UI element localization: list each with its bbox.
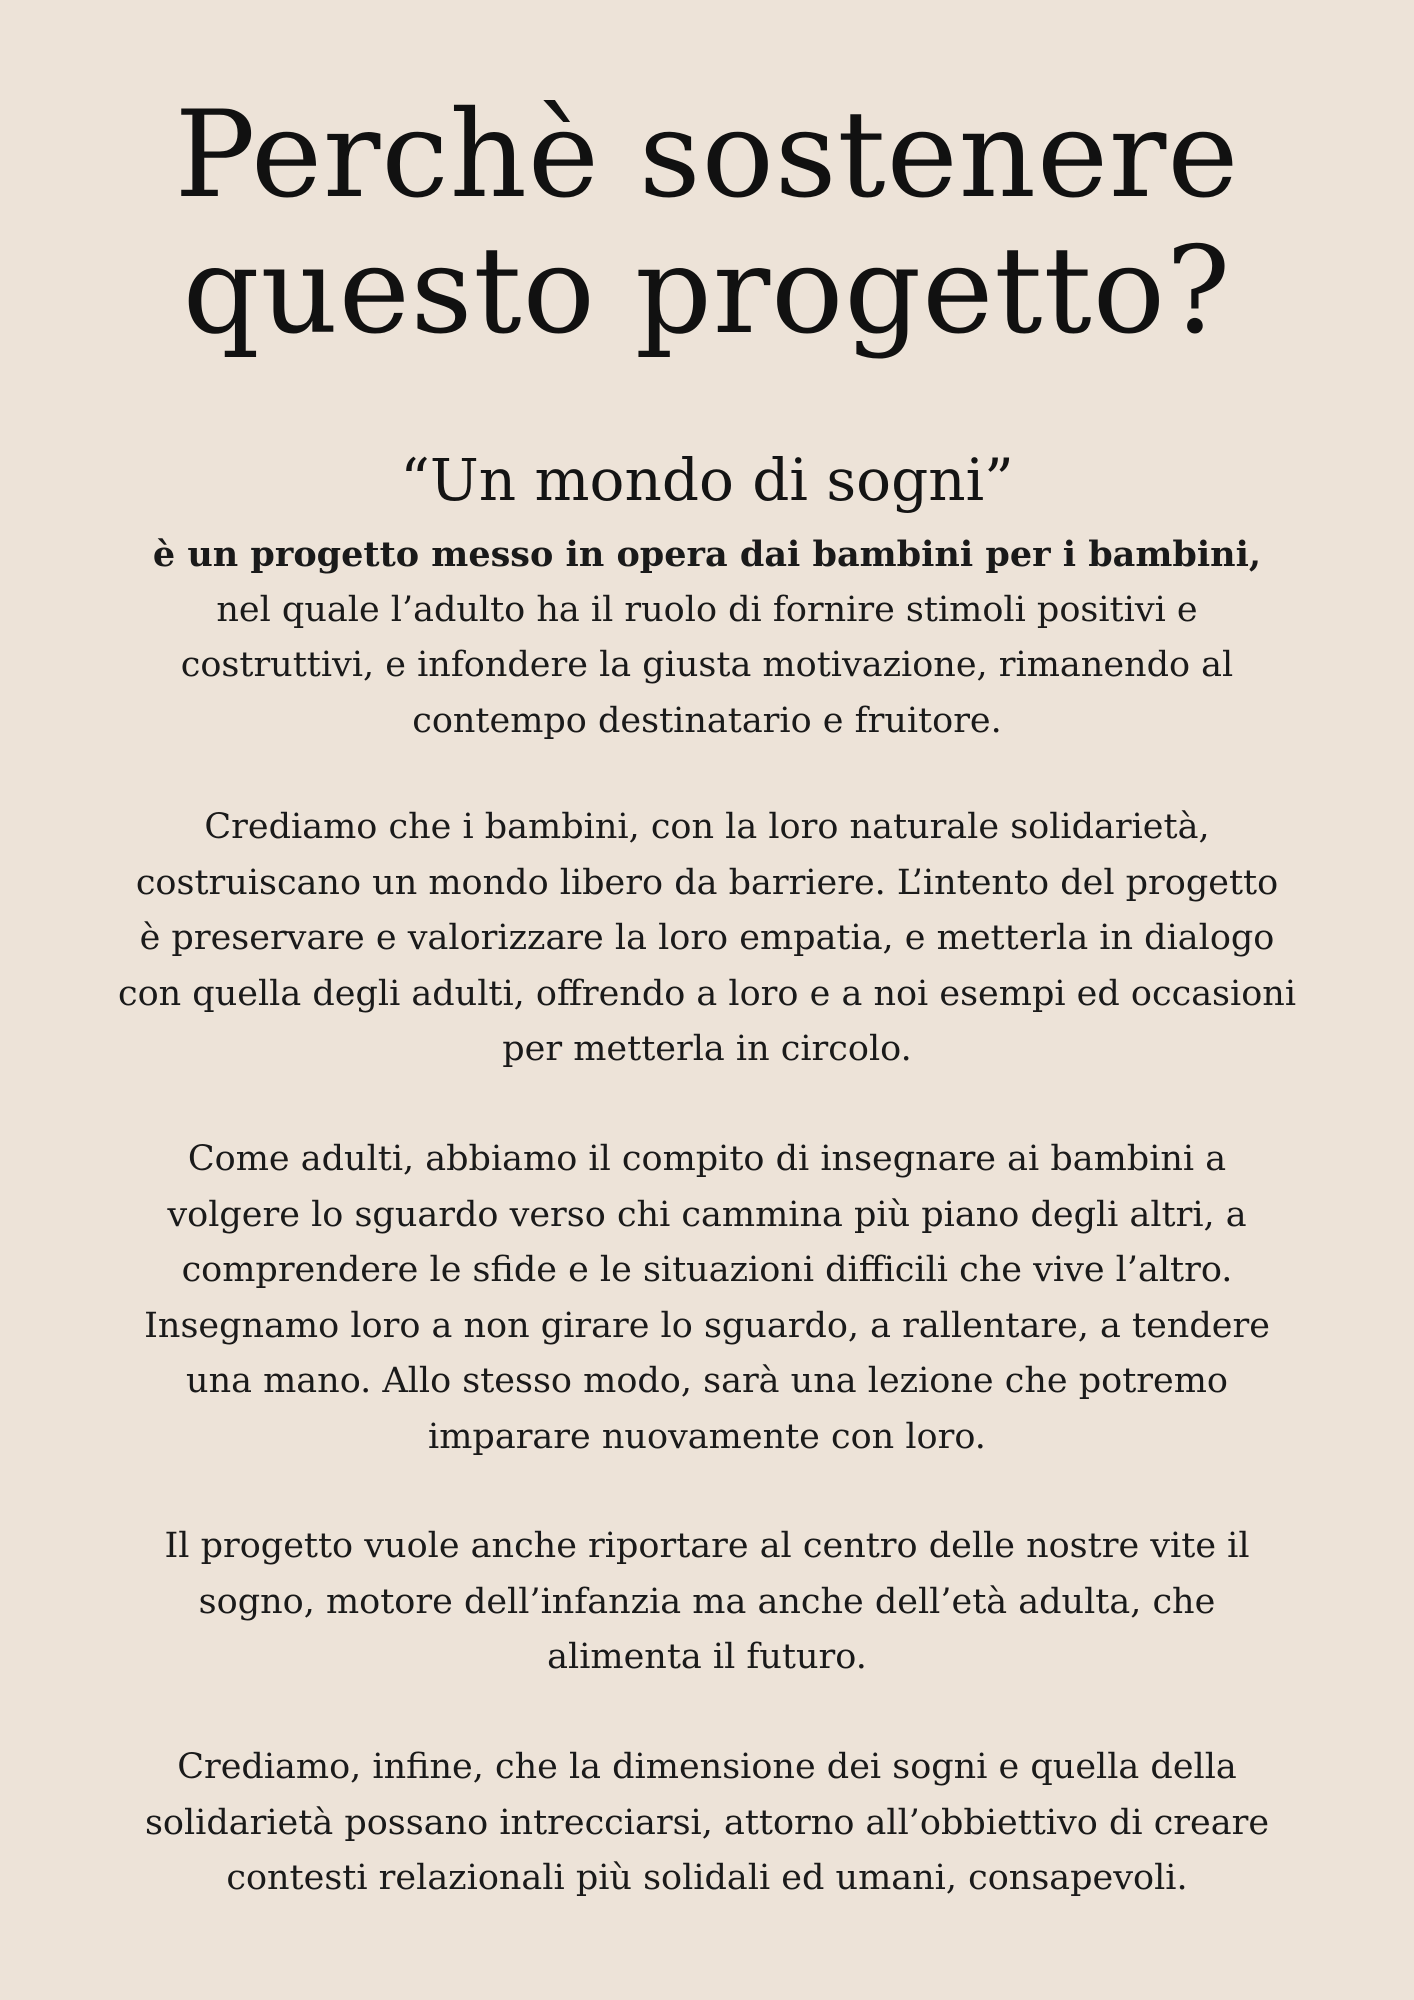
paragraph-line: con quella degli adulti, offrendo a loro e a noi esempi ed occasioni <box>117 973 1297 1014</box>
paragraph-line: alimenta il futuro. <box>547 1637 867 1677</box>
paragraph-line: imparare nuovamente con loro. <box>428 1416 986 1457</box>
intro-line: costruttivi, e infondere la giusta motivazione, rimanendo al <box>180 645 1234 685</box>
paragraph-solidarity <box>100 800 1314 1078</box>
project-name-subtitle: “Un mondo di sogni” <box>400 446 1014 514</box>
paragraph-line: Il progetto vuole anche riportare al centro delle nostre vite il <box>164 1526 1250 1566</box>
paragraph-line: sogno, motore dell’infanzia ma anche dell’età adulta, che <box>198 1581 1216 1622</box>
paragraph-line: per metterla in circolo. <box>502 1029 912 1069</box>
intro-paragraph <box>100 527 1314 749</box>
paragraph-line: comprendere le sfide e le situazioni difficili che vive l’altro. <box>181 1250 1233 1290</box>
paragraph-conclusion <box>100 1740 1314 1907</box>
paragraph-line: è preservare e valorizzare la loro empatia, e metterla in dialogo <box>139 918 1275 958</box>
page-title-line-2: questo progetto? <box>182 222 1232 361</box>
intro-line: nel quale l’adulto ha il ruolo di fornire stimoli positivi e <box>216 589 1198 630</box>
paragraph-line: Insegnamo loro a non girare lo sguardo, a rallentare, a tendere <box>144 1305 1270 1346</box>
paragraph-dream <box>100 1519 1314 1686</box>
paragraph-line: Come adulti, abbiamo il compito di insegnare ai bambini a <box>187 1139 1227 1179</box>
paragraph-line: volgere lo sguardo verso chi cammina più piano degli altri, a <box>167 1194 1247 1235</box>
paragraph-line: contesti relazionali più solidali ed umani, consapevoli. <box>226 1858 1188 1898</box>
paragraph-line: Crediamo che i bambini, con la loro naturale solidarietà, <box>204 807 1210 847</box>
paragraph-line: costruiscano un mondo libero da barriere. L’intento del progetto <box>135 862 1279 903</box>
paragraph-line: una mano. Allo stesso modo, sarà una lezione che potremo <box>186 1361 1228 1401</box>
paragraph-line: solidarietà possano intrecciarsi, attorno all’obbiettivo di creare <box>144 1802 1270 1843</box>
intro-line: contempo destinatario e fruitore. <box>412 700 1002 741</box>
page-title <box>0 88 1414 360</box>
paragraph-line: Crediamo, infine, che la dimensione dei sogni e quella della <box>177 1747 1237 1787</box>
page-title-line-1: Perchè sostenere <box>174 86 1240 225</box>
paragraph-adults-role <box>100 1132 1314 1465</box>
intro-bold-line: è un progetto messo in opera dai bambini per i bambini, <box>152 534 1262 575</box>
